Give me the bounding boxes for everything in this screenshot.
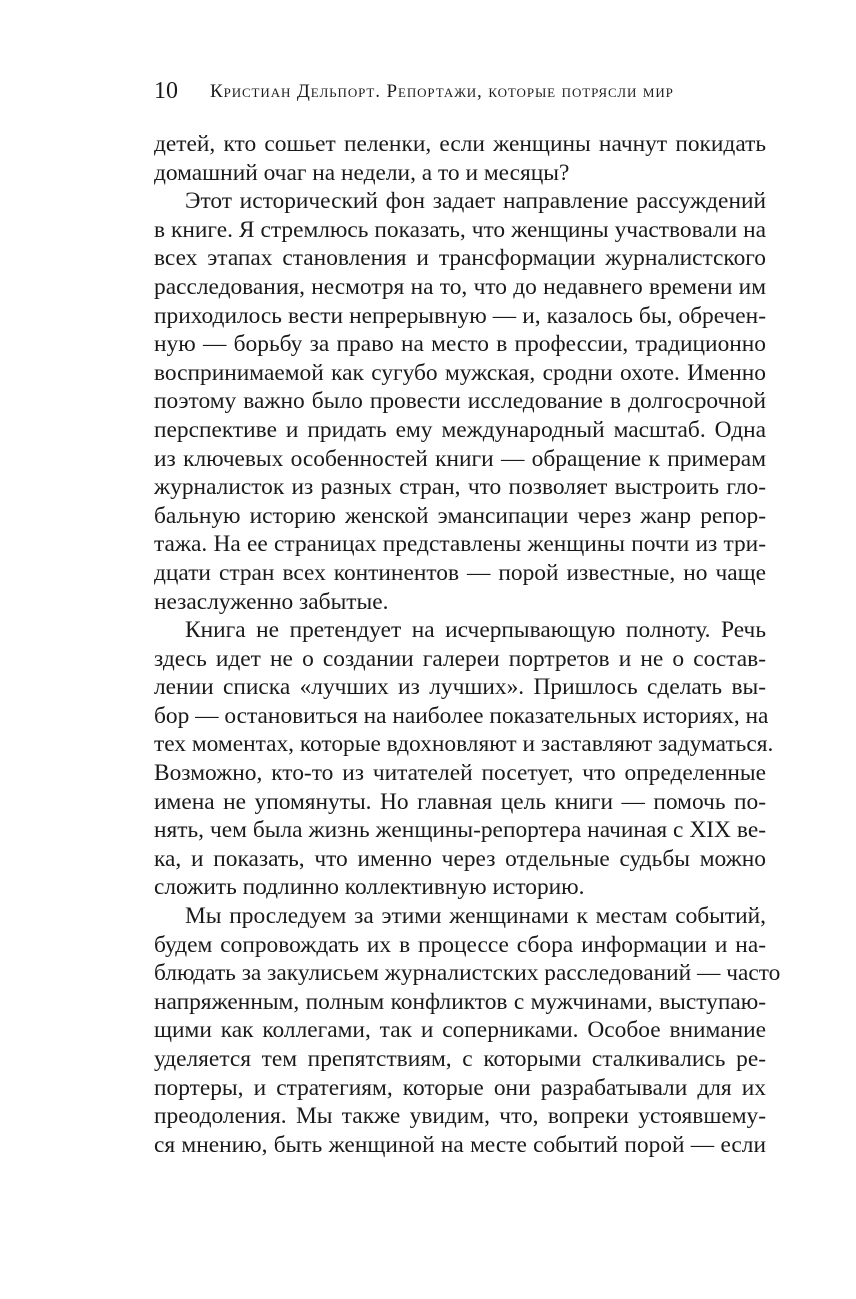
text-line: Возможно, кто-то из читателей посетует, что определенные: [154, 760, 766, 787]
text-line: детей, кто сошьет пеленки, если женщины начнут покидать: [154, 131, 766, 157]
text-line: ка, и показать, что именно через отдельные судьбы можно: [154, 845, 766, 872]
text-line: в книге. Я стремлюсь показать, что женщины участвовали на: [154, 216, 766, 243]
text-line: бальную историю женской эмансипации через жанр репор-: [154, 502, 766, 529]
paragraph: [154, 187, 766, 616]
text-line: воспринимаемой как сугубо мужская, сродни охоте. Именно: [154, 359, 766, 386]
paragraph: [154, 130, 766, 187]
text-line: Этот исторический фон задает направление рассуждений: [185, 188, 766, 215]
text-line: будем сопровождать их в процессе сбора информации и на-: [154, 931, 766, 958]
text-line: расследования, несмотря на то, что до недавнего времени им: [154, 273, 766, 300]
text-line: ся мнению, быть женщиной на месте событий порой — если: [154, 1131, 766, 1158]
text-line: всех этапах становления и трансформации журналистского: [154, 245, 766, 272]
text-line: сложить подлинно коллективную историю.: [154, 874, 585, 901]
running-head: [154, 76, 766, 106]
text-line: уделяется тем препятствиям, с которыми сталкивались ре-: [154, 1046, 766, 1072]
text-line: лении списка «лучших из лучших». Пришлось сделать вы-: [154, 674, 766, 701]
text-line: портеры, и стратегиям, которые они разрабатывали для их: [154, 1074, 766, 1101]
text-line: поэтому важно было провести исследование в долгосрочной: [154, 388, 766, 415]
text-line: преодоления. Мы также увидим, что, вопреки устоявшему-: [154, 1103, 766, 1130]
text-line: тех моментах, которые вдохновляют и заставляют задуматься.: [154, 731, 774, 758]
text-line: тажа. На ее страницах представлены женщины почти из три-: [154, 531, 766, 558]
running-title: Кристиан Дельпорт. Репортажи, которые потрясли мир: [210, 81, 674, 102]
text-line: Мы проследуем за этими женщинами к местам событий,: [185, 903, 766, 930]
text-line: блюдать за закулисьем журналистских расследований — часто: [154, 960, 781, 987]
page-number: 10: [154, 78, 178, 104]
text-line: ную — борьбу за право на место в профессии, традиционно: [154, 331, 766, 358]
text-line: незаслуженно забытые.: [154, 588, 389, 615]
text-line: приходилось вести непрерывную — и, казалось бы, обречен-: [154, 302, 766, 329]
body-text: [154, 130, 781, 1159]
text-line: нять, чем была жизнь женщины-репортера начиная с XIX ве-: [154, 817, 766, 844]
text-line: щими как коллегами, так и соперниками. Особое внимание: [154, 1017, 766, 1044]
paragraph: [154, 902, 781, 1159]
text-line: бор — остановиться на наиболее показательных историях, на: [154, 702, 769, 729]
text-line: домашний очаг на недели, а то и месяцы?: [154, 159, 570, 186]
paragraph: [154, 616, 774, 902]
text-line: перспективе и придать ему международный масштаб. Одна: [154, 416, 766, 443]
text-line: здесь идет не о создании галереи портретов и не о состав-: [154, 645, 766, 672]
text-line: имена не упомянуты. Но главная цель книги — помочь по-: [154, 788, 766, 815]
text-line: Книга не претендует на исчерпывающую полноту. Речь: [185, 617, 766, 644]
text-line: напряженным, полным конфликтов с мужчинами, выступаю-: [154, 988, 766, 1015]
text-line: дцати стран всех континентов — порой известные, но чаще: [154, 559, 766, 586]
text-line: из ключевых особенностей книги — обращение к примерам: [154, 445, 766, 472]
text-line: журналисток из разных стран, что позволяет выстроить гло-: [154, 474, 766, 501]
